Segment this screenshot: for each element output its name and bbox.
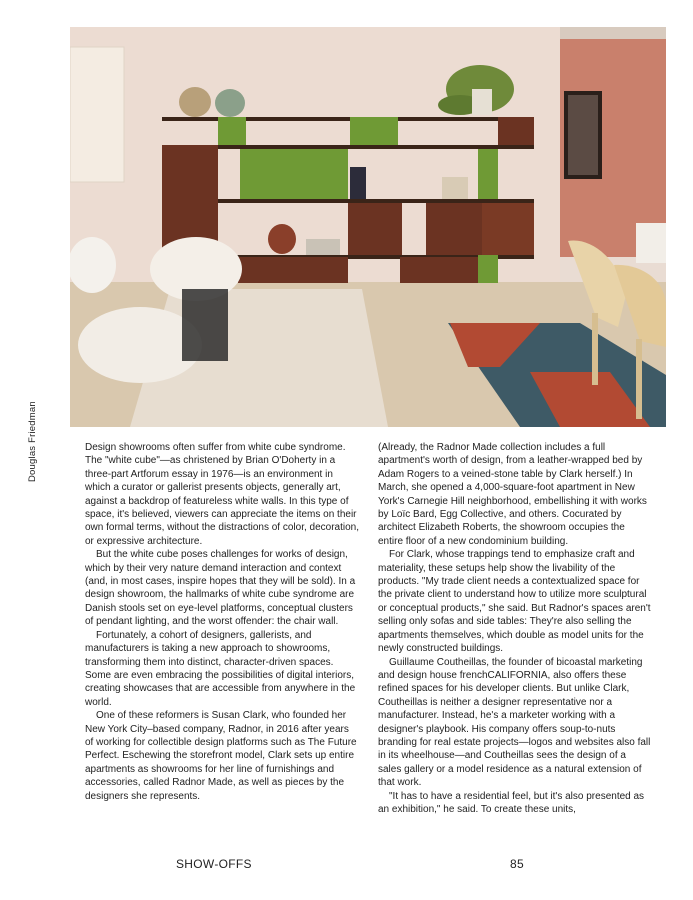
vase [268,224,296,254]
article-column-left [85,441,359,803]
article-column-right [378,441,652,816]
page-number: 85 [510,857,524,871]
wall-artwork [70,47,124,182]
paragraph: Design showrooms often suffer from white cube syndrome. The "white cube"—as christened by Brian O'Doherty in a three-part Artforum essay in 1976—is an environment in which a curator or gallerist presents objects, generally art, against a backdrop of featureless white walls. In this type of space, it's believed, viewers can appreciate the items on their own formal terms, without the distractions of color, decoration, or expressive architecture. [85,442,360,547]
green-cabinet [240,149,348,199]
section-title: SHOW-OFFS [176,857,252,871]
showroom-illustration [70,27,666,427]
paragraph: Guillaume Coutheillas, the founder of bicoastal marketing and design house frenchCALIFORNIA, also offers these refined spaces for his developer clients. But unlike Clark, Coutheillas is neither a designer representative nor a manufacturer. Instead, he's a marketer working with a designer's playbook. His company offers soup-to-nuts branding for real estate projects—logos and websites also fall in its wheelhouse—and Coutheillas sees the design of a sales gallery or a model residence as a natural extension of that work. [378,656,651,789]
paragraph: For Clark, whose trappings tend to emphasize craft and materiality, these setups help show the livability of the products. "My trade client needs a contextualized space for the private client to understand how to utilize more sculptural or conceptual products," she said. But Radnor's spaces aren't selling only sofas and side tables: They're also selling the apartments themselves, which double as model units for the newly constructed buildings. [378,549,651,655]
paragraph: Fortunately, a cohort of designers, gallerists, and manufacturers is taking a new approach to showrooms, transforming them into distinct, character-driven spaces. Some are even embracing the possibilities of digital interiors, creating showcases that are accessible from anywhere in the world. [85,629,356,708]
showroom-photo [70,27,666,427]
paragraph: One of these reformers is Susan Clark, who founded her New York City–based company, Radnor, in 2016 after years of working for collectible design platforms such as The Future Perfect. Eschewing the storefront model, Clark sets up entire apartments as showrooms for her line of furnishings and accessories, called Radnor Made, as well as pieces by the designers she represents. [85,710,357,802]
photo-credit: Douglas Friedman [27,401,38,482]
vase [179,87,211,117]
vase [215,89,245,117]
stool [70,237,116,293]
paragraph: (Already, the Radnor Made collection includes a full apartment's worth of design, from a leather-wrapped bed by Adam Rogers to a veined-stone table by Clark herself.) In March, she opened a 4,000-square-foot apartment in New York's Carnegie Hill neighborhood, embellishing it with works by Loïc Bard, Egg Collective, and others. Cocurated by architect Elizabeth Roberts, the showroom occupies the entire floor of a new condominium building. [378,442,647,547]
books [350,167,366,199]
paragraph: But the white cube poses challenges for works of design, which by their very nature demand interaction and context (and, in most cases, inspire hopes that they will be sold). In a design showroom, the hallmarks of white cube syndrome are Danish stools set on eye-level platforms, conceptual clusters of pendant lighting, and the worst offender: the chair wall. [85,549,356,628]
paragraph: "It has to have a residential feel, but it's also presented as an exhibition," he said. To create these units, [378,790,645,815]
